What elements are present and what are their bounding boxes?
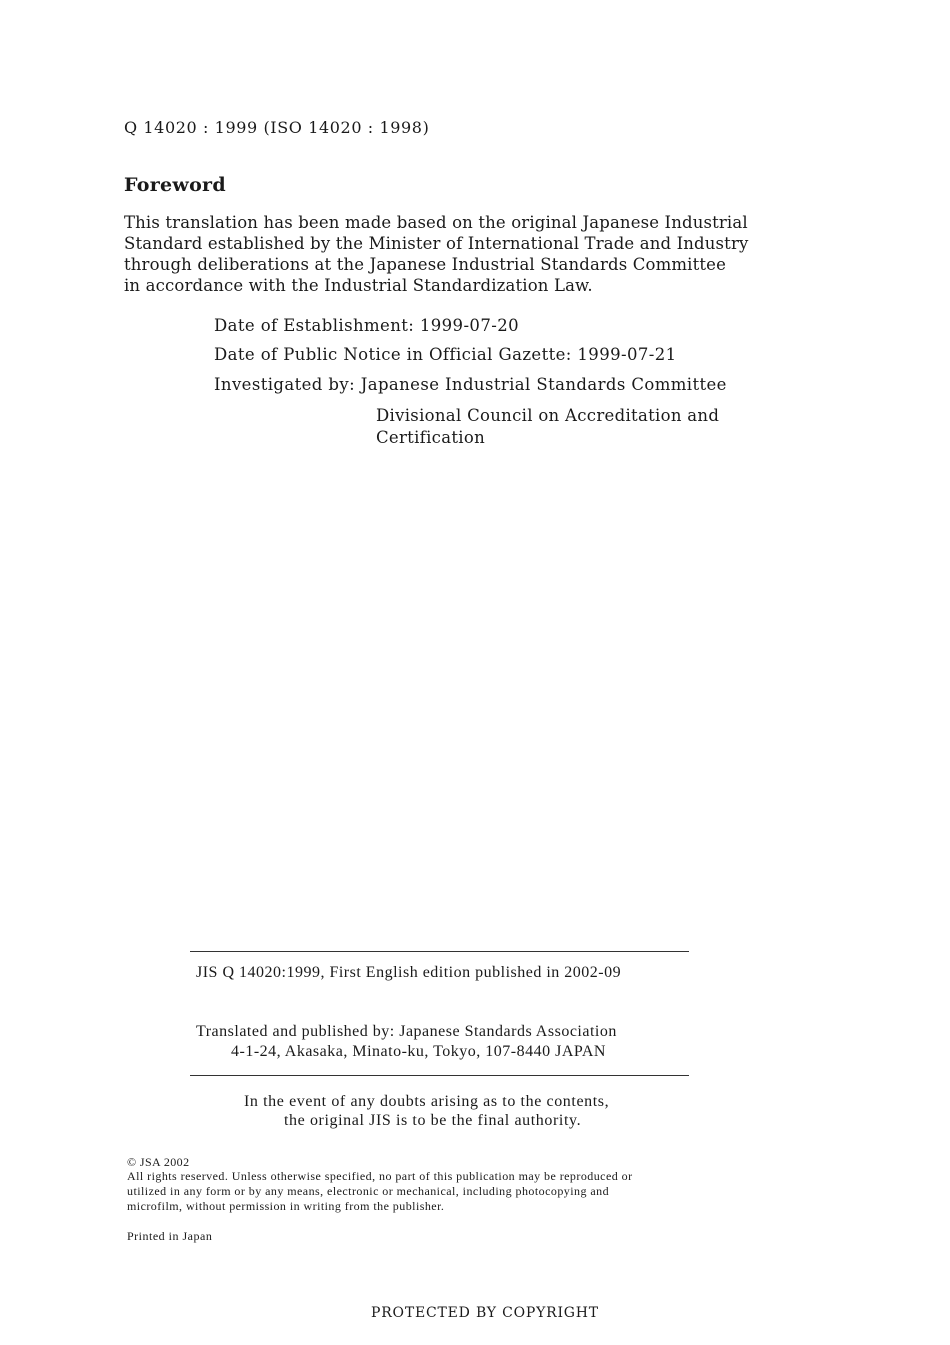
date-of-establishment: Date of Establishment: 1999-07-20 xyxy=(214,316,519,335)
authority-note: In the event of any doubts arising as to the contents, xyxy=(244,1093,610,1110)
publisher-address: 4-1-24, Akasaka, Minato-ku, Tokyo, 107-8440 JAPAN xyxy=(231,1043,606,1060)
foreword-line: through deliberations at the Japanese Industrial Standards Committee xyxy=(124,255,726,274)
rights-reserved-text xyxy=(127,1169,757,1214)
rights-line: utilized in any form or by any means, electronic or mechanical, including photocopying and xyxy=(127,1184,610,1198)
foreword-paragraph xyxy=(124,212,784,296)
foreword-line: Standard established by the Minister of International Trade and Industry xyxy=(124,234,749,253)
rights-line: microfilm, without permission in writing from the publisher. xyxy=(127,1199,445,1213)
investigated-by-continued: Certification xyxy=(376,428,486,447)
divider-top xyxy=(190,951,689,952)
copyright-notice: © JSA 2002 xyxy=(127,1155,190,1169)
foreword-line: in accordance with the Industrial Standardization Law. xyxy=(124,276,593,295)
protected-by-copyright-footer: PROTECTED BY COPYRIGHT xyxy=(371,1305,599,1321)
printed-in: Printed in Japan xyxy=(127,1229,213,1243)
document-code: Q 14020 : 1999 (ISO 14020 : 1998) xyxy=(124,118,430,137)
authority-note: the original JIS is to be the final authority. xyxy=(284,1112,582,1129)
publisher-statement: Translated and published by: Japanese Standards Association xyxy=(196,1023,617,1040)
investigated-by-continued: Divisional Council on Accreditation and xyxy=(376,406,720,425)
rights-line: All rights reserved. Unless otherwise specified, no part of this publication may be reproduced or xyxy=(127,1169,633,1183)
date-of-public-notice: Date of Public Notice in Official Gazette: 1999-07-21 xyxy=(214,345,677,364)
foreword-heading: Foreword xyxy=(124,174,226,196)
investigated-by: Investigated by: Japanese Industrial Standards Committee xyxy=(214,375,727,394)
divider-bottom xyxy=(190,1075,689,1076)
edition-statement: JIS Q 14020:1999, First English edition published in 2002-09 xyxy=(196,964,622,981)
foreword-line: This translation has been made based on the original Japanese Industrial xyxy=(124,213,748,232)
